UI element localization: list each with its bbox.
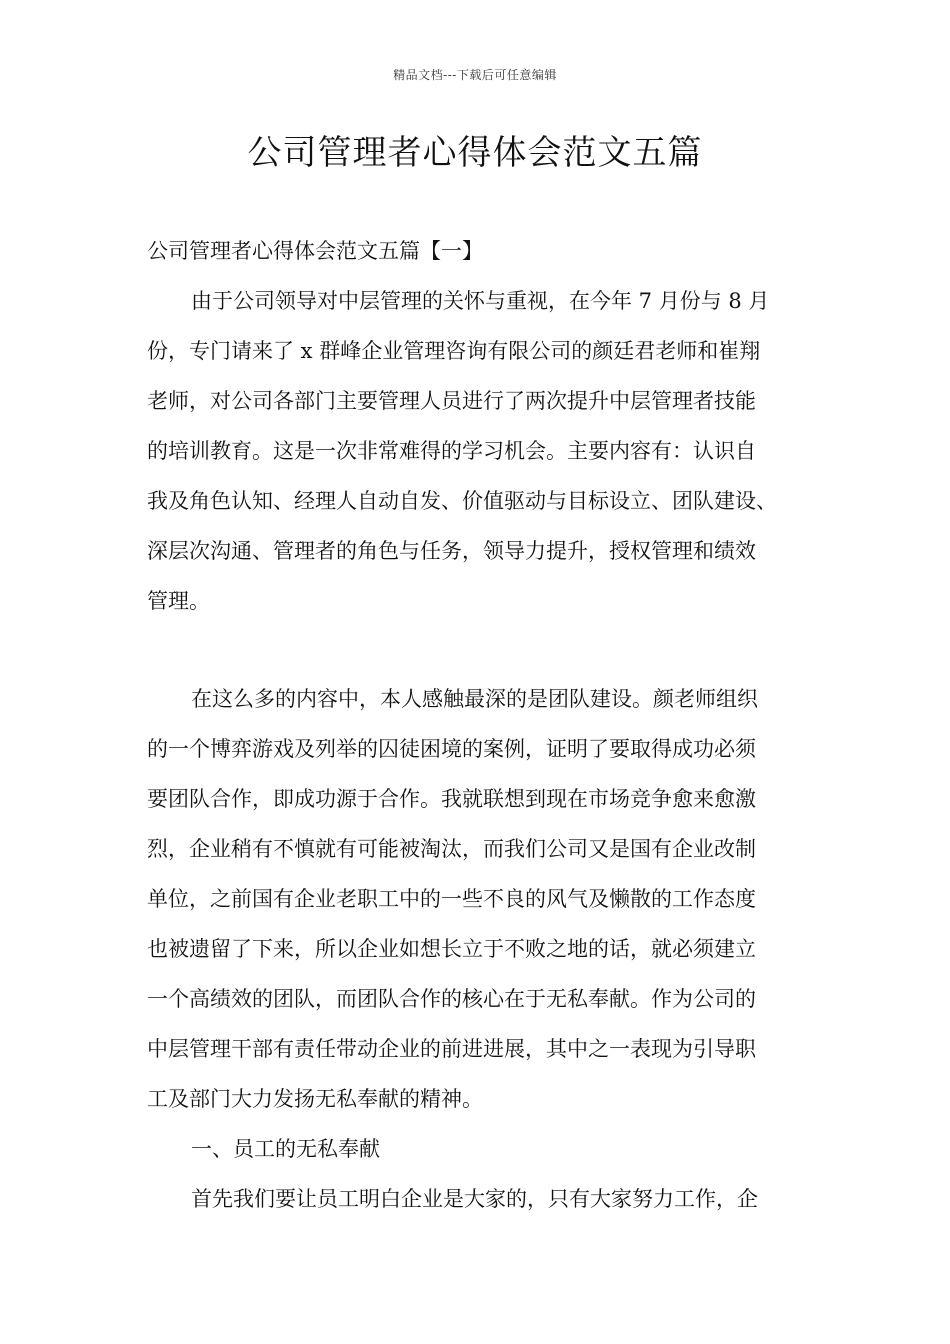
paragraph-line: 要团队合作，即成功源于合作。我就联想到现在市场竞争愈来愈激 xyxy=(147,787,756,811)
paragraph-1 xyxy=(147,276,827,626)
paragraph-line: 工及部门大力发扬无私奉献的精神。 xyxy=(147,1087,483,1111)
paragraph-line: 也被遗留了下来，所以企业如想长立于不败之地的话，就必须建立 xyxy=(147,937,756,961)
paragraph-line: 由于公司领导对中层管理的关怀与重视，在今年 7 月份与 8 月 xyxy=(191,289,770,313)
paragraph-line: 份，专门请来了 x 群峰企业管理咨询有限公司的颜廷君老师和崔翔 xyxy=(147,339,761,363)
paragraph-line: 管理。 xyxy=(147,589,210,613)
paragraph-3 xyxy=(147,1174,827,1224)
paragraph-line: 单位，之前国有企业老职工中的一些不良的风气及懒散的工作态度 xyxy=(147,887,756,911)
header-note: 精品文档---下载后可任意编辑 xyxy=(393,68,557,82)
paragraph-line: 的一个博弈游戏及列举的囚徒困境的案例，证明了要取得成功必须 xyxy=(147,737,756,761)
paragraph-line: 老师，对公司各部门主要管理人员进行了两次提升中层管理者技能 xyxy=(147,389,756,413)
paragraph-line: 我及角色认知、经理人自动自发、价值驱动与目标设立、团队建设、 xyxy=(147,489,777,513)
paragraph-line: 的培训教育。这是一次非常难得的学习机会。主要内容有：认识自 xyxy=(147,439,756,463)
paragraph-line: 一个高绩效的团队，而团队合作的核心在于无私奉献。作为公司的 xyxy=(147,987,756,1011)
section-heading: 公司管理者心得体会范文五篇【一】 xyxy=(147,239,483,263)
subheading xyxy=(147,1124,827,1174)
document-title: 公司管理者心得体会范文五篇 xyxy=(247,133,703,173)
paragraph-line: 深层次沟通、管理者的角色与任务，领导力提升，授权管理和绩效 xyxy=(147,539,756,563)
paragraph-line: 中层管理干部有责任带动企业的前进进展，其中之一表现为引导职 xyxy=(147,1037,756,1061)
paragraph-line: 首先我们要让员工明白企业是大家的，只有大家努力工作，企 xyxy=(191,1187,758,1211)
subheading-text: 一、员工的无私奉献 xyxy=(191,1137,380,1161)
paragraph-line: 在这么多的内容中，本人感触最深的是团队建设。颜老师组织 xyxy=(191,687,758,711)
paragraph-line: 烈，企业稍有不慎就有可能被淘汰，而我们公司又是国有企业改制 xyxy=(147,837,756,861)
document-body xyxy=(147,226,827,1224)
paragraph-2 xyxy=(147,674,827,1124)
